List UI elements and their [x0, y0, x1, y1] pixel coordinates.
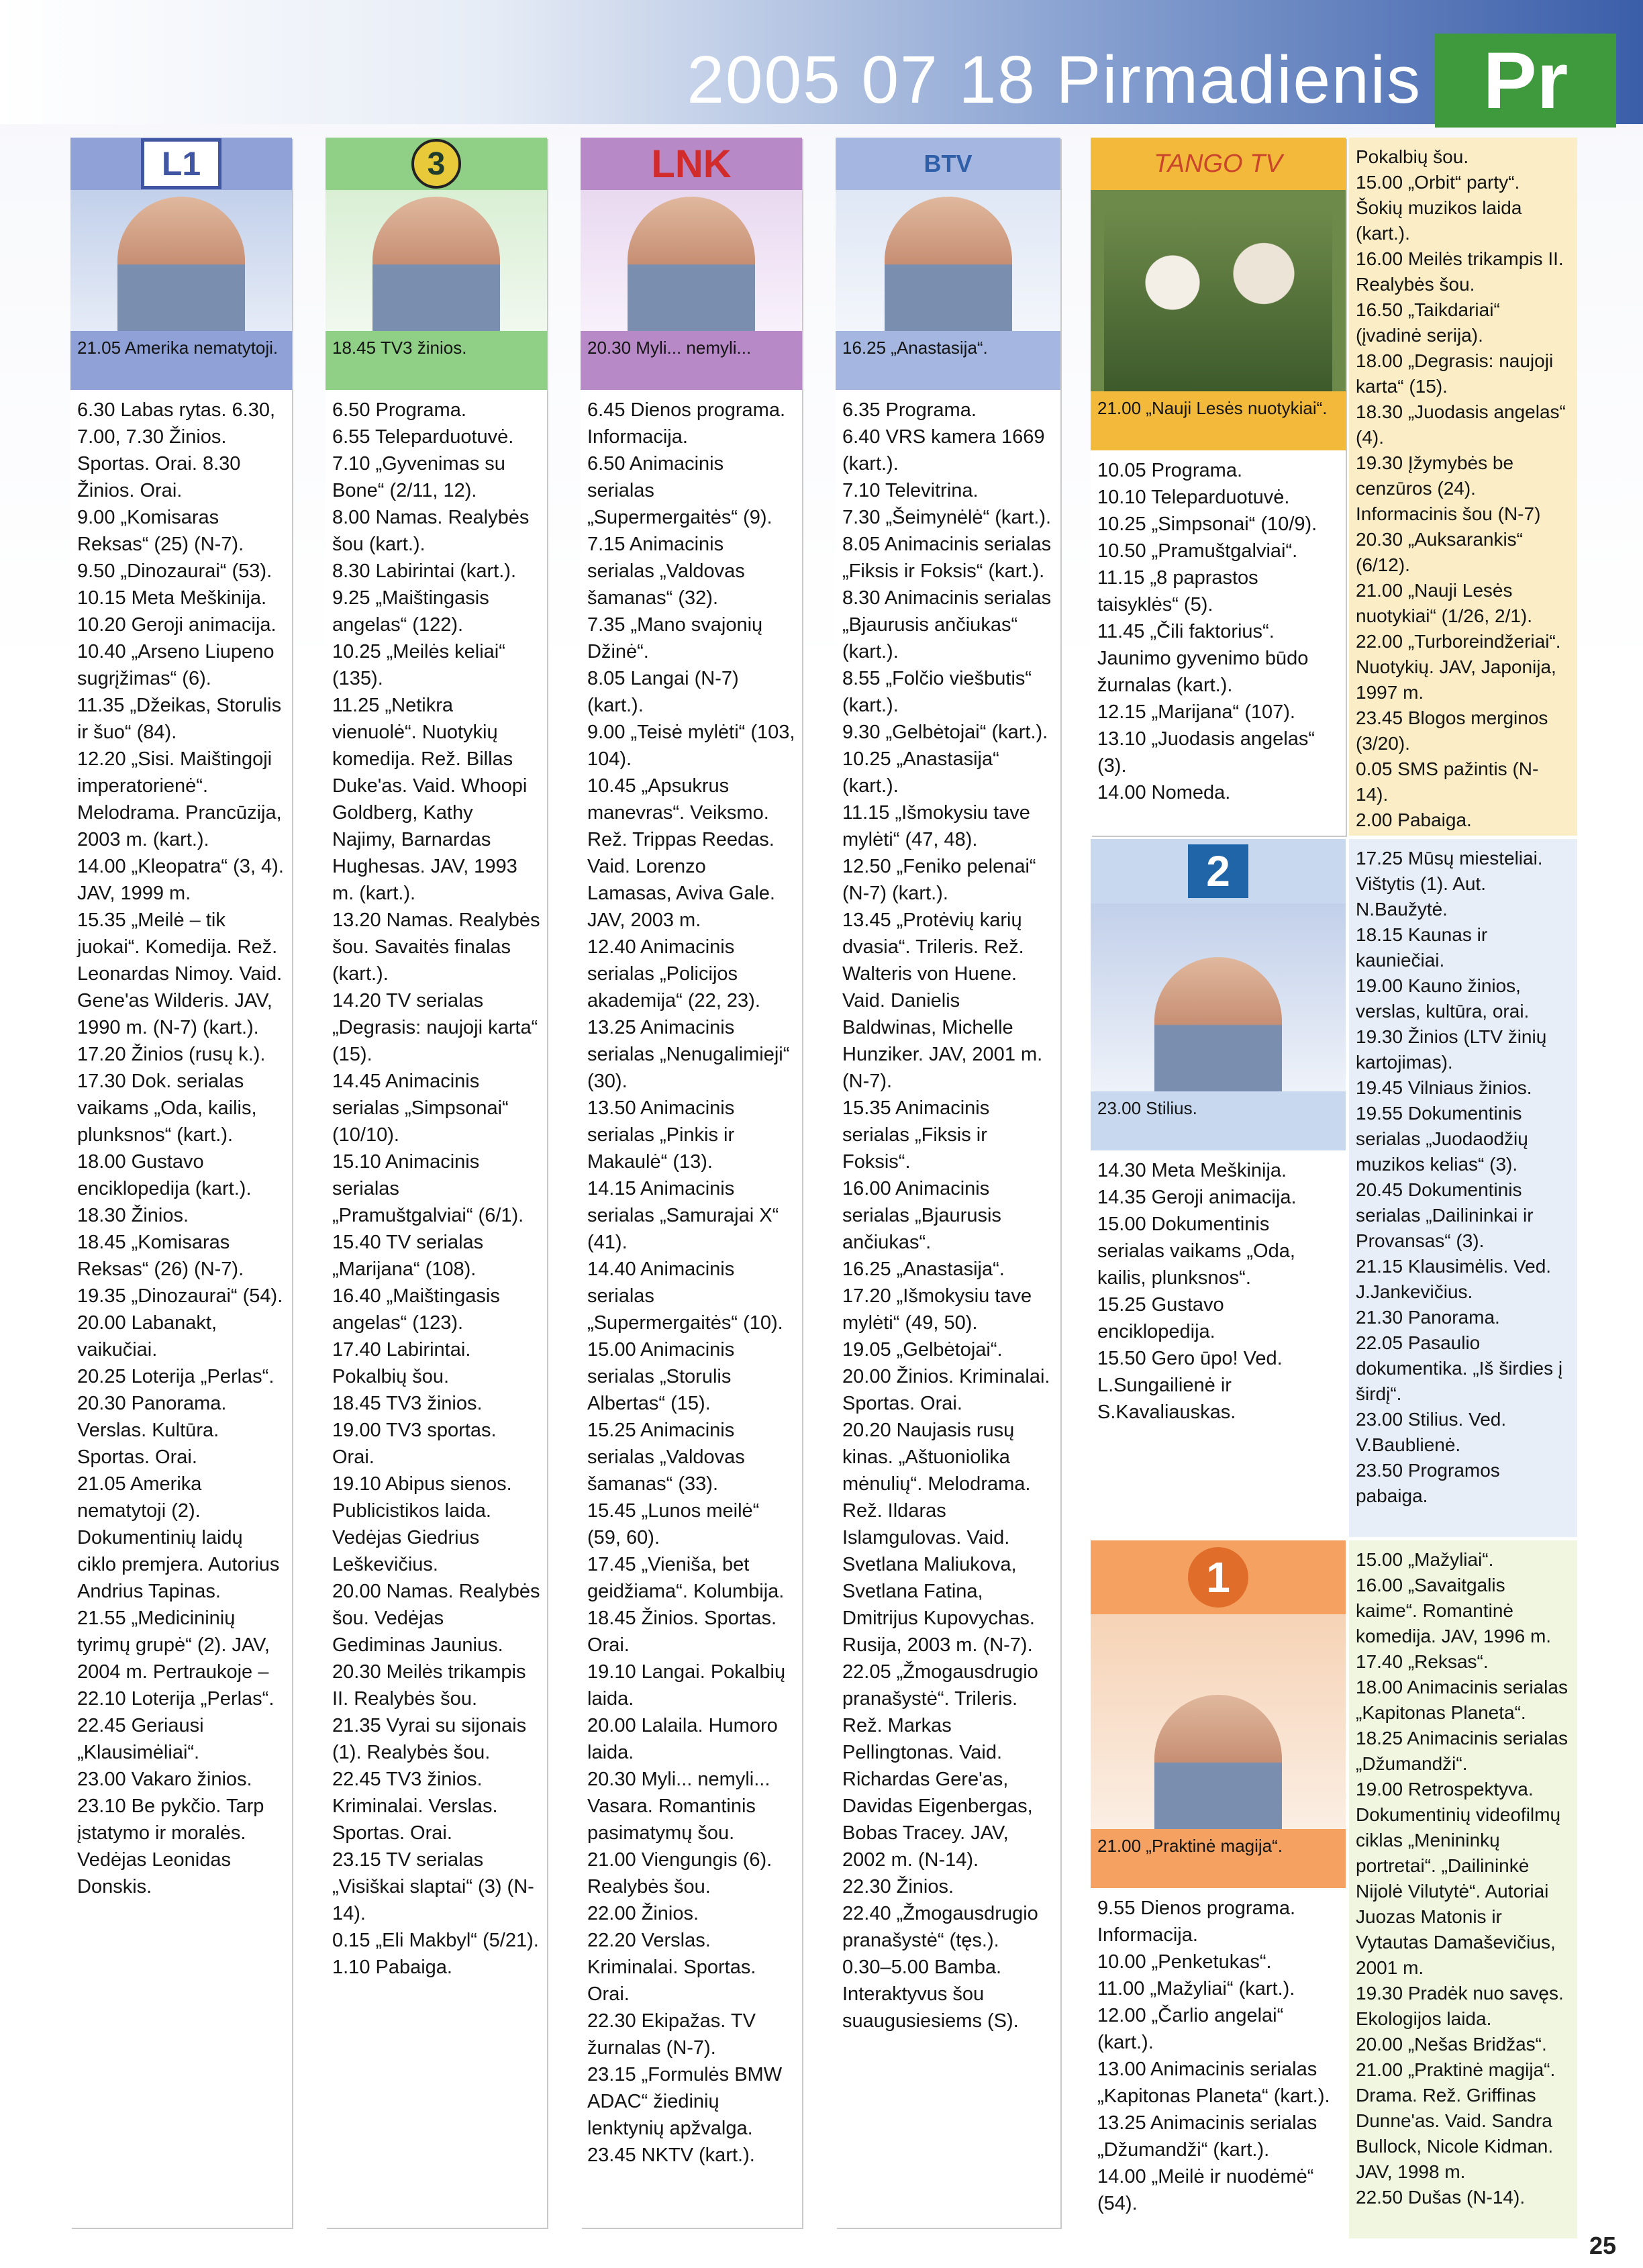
- listing-item: 18.45 „Komisaras Reksas“ (26) (N-7).: [77, 1232, 244, 1280]
- listing-item: 19.00 TV3 sportas. Orai.: [332, 1420, 497, 1468]
- listing-item: 15.35 Animacinis serialas „Fiksis ir Foksis“.: [842, 1097, 990, 1173]
- listing-item: 23.45 NKTV (kart.).: [587, 2144, 755, 2166]
- listing-item: 23.00 Vakaro žinios.: [77, 1769, 252, 1790]
- channel-column-ltv: [70, 138, 292, 2228]
- channel-column-tv3: [326, 138, 547, 2228]
- listing-item: 22.00 „Turboreindžeriai“. Nuotykių. JAV, Japonija, 1997 m.: [1356, 631, 1561, 703]
- listing-item: 13.00 Animacinis serialas „Kapitonas Planeta“ (kart.).: [1097, 2059, 1330, 2107]
- listing-item: 21.55 „Medicininių tyrimų grupė“ (2). JAV, 2004 m. Pertraukoje – 22.10 Loterija „Perlas“.: [77, 1608, 275, 1710]
- channel-logo-bar: [1091, 839, 1346, 903]
- listing-item: 10.40 „Arseno Liupeno sugrįžimas“ (6).: [77, 641, 275, 689]
- listing-item: 11.35 „Džeikas, Storulis ir šuo“ (84).: [77, 695, 282, 743]
- listing-item: 13.45 „Protėvių karių dvasia“. Trileris. Rež. Walteris von Huene. Vaid. Danielis Baldwinas, Michelle Hunziker. JAV, 2001 m. (N-7).: [842, 909, 1043, 1092]
- person-image: [117, 197, 245, 331]
- highlight-strip: 21.05 Amerika nematytoji.: [70, 331, 292, 390]
- person-image: [628, 197, 755, 331]
- highlight-strip: 21.00 „Praktinė magija“.: [1091, 1829, 1346, 1888]
- listing-item: 6.45 Dienos programa. Informacija.: [587, 399, 785, 448]
- listing-item: 2.00 Pabaiga.: [1356, 809, 1472, 830]
- lrt1-logo: 1: [1188, 1547, 1248, 1608]
- listing-item: 11.25 „Netikra vienuolė“. Nuotykių komedija. Rež. Billas Duke'as. Vaid. Whoopi Goldberg, Kathy Najimy, Barnardas Hughesas. JAV, 1993 m. (kart.).: [332, 695, 528, 904]
- listing-item: 7.30 „Šeimynėlė“ (kart.).: [842, 507, 1052, 528]
- channel-logo-bar: [581, 138, 802, 190]
- channel-logo-bar: [836, 138, 1060, 190]
- listing-item: 17.20 „Išmokysiu tave mylėti“ (49, 50).: [842, 1285, 1032, 1334]
- listing-item: 9.30 „Gelbėtojai“ (kart.).: [842, 722, 1048, 743]
- listing-item: 12.50 „Feniko pelenai“ (N-7) (kart.).: [842, 856, 1036, 904]
- listing-item: 21.30 Panorama.: [1356, 1307, 1500, 1328]
- person-image: [1154, 957, 1282, 1091]
- listing-item: 7.15 Animacinis serialas „Valdovas šamanas“ (32).: [587, 534, 745, 609]
- listing-item: 15.00 Dokumentinis serialas vaikams „Oda, kailis, plunksnos“.: [1097, 1214, 1295, 1289]
- highlight-strip: 23.00 Stilius.: [1091, 1091, 1346, 1150]
- listing-item: 22.00 Žinios.: [587, 1903, 699, 1924]
- listing-item: 14.00 Nomeda.: [1097, 782, 1231, 803]
- listing-item: 11.15 „Išmokysiu tave mylėti“ (47, 48).: [842, 802, 1030, 850]
- listing-item: 8.05 Animacinis serialas „Fiksis ir Foksis“ (kart.).: [842, 534, 1052, 582]
- tv3-logo: 3: [411, 139, 461, 189]
- channel-logo-bar: [1091, 1540, 1346, 1614]
- listing-item: 20.20 Naujasis rusų kinas. „Aštuoniolika mėnulių“. Melodrama. Rež. Ildaras Islamgulovas. Vaid. Svetlana Maliukova, Svetlana Fatina, Dmitrijus Kupovychas. Rusija, 2003 m. (N-7).: [842, 1420, 1035, 1656]
- listing-item: 16.50 „Taikdariai“ (įvadinė serija).: [1356, 299, 1500, 346]
- listing-item: 0.05 SMS pažintis (N-14).: [1356, 758, 1539, 805]
- listing-item: 16.00 Meilės trikampis II. Realybės šou.: [1356, 248, 1564, 295]
- program-listing: [581, 390, 802, 2169]
- listing-item: 0.15 „Eli Makbyl“ (5/21).: [332, 1930, 539, 1951]
- program-listing: [326, 390, 547, 1981]
- listing-item: 6.55 Teleparduotuvė.: [332, 426, 514, 448]
- program-listing: [1091, 1150, 1346, 1426]
- listing-item: 23.45 Blogos merginos (3/20).: [1356, 707, 1548, 754]
- listing-item: 14.15 Animacinis serialas „Samurajai X“ (41).: [587, 1178, 779, 1253]
- listing-item: 10.25 „Meilės keliai“ (135).: [332, 641, 505, 689]
- program-listing: [70, 390, 292, 1900]
- listing-item: 14.35 Geroji animacija.: [1097, 1187, 1297, 1208]
- listing-item: 21.05 Amerika nematytoji (2). Dokumentinių laidų ciklo premjera. Autorius Andrius Tapinas.: [77, 1473, 280, 1602]
- listing-item: 10.00 „Penketukas“.: [1097, 1951, 1272, 1973]
- listing-item: 22.05 „Žmogausdrugio pranašystė“. Trileris. Rež. Markas Pellingtonas. Vaid. Richardas Gere'as, Davidas Eigenbergas, Bobas Tracey. JAV, 2002 m. (N-14).: [842, 1661, 1038, 1871]
- listing-item: 20.30 Myli... nemyli... Vasara. Romantinis pasimatymų šou.: [587, 1769, 770, 1844]
- channel-column-lrt1: [1091, 1540, 1346, 2238]
- listing-item: 14.30 Meta Meškinija.: [1097, 1160, 1287, 1181]
- listing-item: 19.30 Įžymybės be cenzūros (24). Informacinis šou (N-7): [1356, 452, 1541, 524]
- ltv-logo: L1: [141, 138, 221, 189]
- lrt2-logo: 2: [1188, 844, 1248, 898]
- listing-item: 12.00 „Čarlio angelai“ (kart.).: [1097, 2005, 1284, 2053]
- listing-item: 10.25 „Simpsonai“ (10/9).: [1097, 513, 1317, 535]
- listing-item: 17.25 Mūsų miesteliai. Vištytis (1). Aut. N.Baužytė.: [1356, 848, 1543, 920]
- listing-item: 23.15 TV serialas „Visiškai slaptai“ (3) (N-14).: [332, 1849, 534, 1924]
- listing-item: 17.20 Žinios (rusų k.).: [77, 1044, 266, 1065]
- lrt1-continuation: [1349, 1540, 1577, 2238]
- listing-item: 16.40 „Maištingasis angelas“ (123).: [332, 1285, 500, 1334]
- listing-item: 12.15 „Marijana“ (107).: [1097, 701, 1295, 723]
- listing-item: 18.15 Kaunas ir kauniečiai.: [1356, 924, 1488, 971]
- listing-item: 23.50 Programos pabaiga.: [1356, 1460, 1500, 1506]
- listing-item: 15.40 TV serialas „Marijana“ (108).: [332, 1232, 484, 1280]
- listing-item: 23.10 Be pykčio. Tarp įstatymo ir moralės. Vedėjas Leonidas Donskis.: [77, 1795, 264, 1897]
- page-number: 25: [1589, 2232, 1616, 2259]
- listing-item: 15.25 Animacinis serialas „Valdovas šamanas“ (33).: [587, 1420, 745, 1495]
- program-listing: [836, 390, 1060, 2034]
- listing-item: 10.15 Meta Meškinija.: [77, 587, 267, 609]
- listing-item: 8.30 Labirintai (kart.).: [332, 560, 517, 582]
- listing-item: 20.00 Namas. Realybės šou. Vedėjas Gediminas Jaunius.: [332, 1581, 540, 1656]
- listing-item: 8.30 Animacinis serialas „Bjaurusis ančiukas“ (kart.).: [842, 587, 1052, 662]
- listing-item: 22.45 Geriausi „Klausimėliai“.: [77, 1715, 204, 1763]
- listing-item: 13.25 Animacinis serialas „Džumandži“ (kart.).: [1097, 2112, 1317, 2161]
- listing-item: 0.30–5.00 Bamba. Interaktyvus šou suaugusiesiems (S).: [842, 1957, 1019, 2032]
- lnk-logo: LNK: [651, 142, 732, 186]
- listing-item: 22.30 Ekipažas. TV žurnalas (N-7).: [587, 2010, 756, 2059]
- listing-item: 10.10 Teleparduotuvė.: [1097, 487, 1290, 508]
- listing-item: 17.45 „Vieniša, bet geidžiama“. Kolumbija.: [587, 1554, 785, 1602]
- listing-item: 9.00 „Komisaras Reksas“ (25) (N-7).: [77, 507, 244, 555]
- listing-item: 11.45 „Čili faktorius“. Jaunimo gyvenimo būdo žurnalas (kart.).: [1097, 621, 1309, 696]
- highlight-strip: 20.30 Myli... nemyli...: [581, 331, 802, 390]
- host-photo: [1091, 1614, 1346, 1829]
- host-photo: [836, 190, 1060, 331]
- listing-item: 14.00 „Kleopatra“ (3, 4). JAV, 1999 m.: [77, 856, 284, 904]
- listing-item: Pokalbių šou.: [1356, 146, 1469, 167]
- listing-item: 17.40 „Reksas“.: [1356, 1651, 1489, 1672]
- listing-item: 7.10 „Gyvenimas su Bone“ (2/11, 12).: [332, 453, 505, 501]
- program-listing: [1091, 450, 1346, 806]
- listing-item: 9.55 Dienos programa. Informacija.: [1097, 1897, 1295, 1946]
- listing-item: 9.25 „Maištingasis angelas“ (122).: [332, 587, 489, 636]
- listing-item: 18.00 „Degrasis: naujoji karta“ (15).: [1356, 350, 1554, 397]
- listing-item: 15.00 „Orbit“ party“. Šokių muzikos laida (kart.).: [1356, 172, 1522, 244]
- listing-item: 22.20 Verslas. Kriminalai. Sportas. Orai.: [587, 1930, 756, 2005]
- listing-item: 18.25 Animacinis serialas „Džumandži“.: [1356, 1728, 1568, 1774]
- listing-item: 6.50 Programa.: [332, 399, 466, 421]
- listing-item: 21.00 „Praktinė magija“. Drama. Rež. Griffinas Dunne'as. Vaid. Sandra Bullock, Nicole Kidman. JAV, 1998 m.: [1356, 2059, 1556, 2182]
- listing-item: 20.30 Panorama. Verslas. Kultūra. Sportas. Orai.: [77, 1393, 227, 1468]
- listing-item: 15.45 „Lunos meilė“ (59, 60).: [587, 1500, 760, 1548]
- listing-item: 21.00 „Nauji Lesės nuotykiai“ (1/26, 2/1).: [1356, 580, 1533, 626]
- listing-item: 13.25 Animacinis serialas „Nenugalimieji“ (30).: [587, 1017, 790, 1092]
- highlight-strip: 21.00 „Nauji Lesės nuotykiai“.: [1091, 391, 1346, 450]
- date-title: 2005 07 18 Pirmadienis: [687, 42, 1422, 117]
- listing-item: 20.30 „Auksarankis“ (6/12).: [1356, 529, 1524, 575]
- listing-item: 8.00 Namas. Realybės šou (kart.).: [332, 507, 530, 555]
- btv-logo: BTV: [924, 150, 973, 177]
- day-badge: Pr: [1435, 34, 1616, 128]
- listing-item: 19.00 Kauno žinios, verslas, kultūra, orai.: [1356, 975, 1530, 1022]
- listing-item: 22.05 Pasaulio dokumentika. „Iš širdies į širdį“.: [1356, 1332, 1563, 1404]
- listing-item: 19.30 Pradėk nuo savęs. Ekologijos laida.: [1356, 1983, 1564, 2029]
- listing-item: 17.30 Dok. serialas vaikams „Oda, kailis, plunksnos“ (kart.).: [77, 1071, 257, 1146]
- listing-item: 9.50 „Dinozaurai“ (53).: [77, 560, 272, 582]
- listing-item: 13.10 „Juodasis angelas“ (3).: [1097, 728, 1315, 777]
- listing-item: 18.00 Gustavo enciklopedija (kart.).: [77, 1151, 252, 1199]
- listing-item: 11.15 „8 paprastos taisyklės“ (5).: [1097, 567, 1258, 615]
- listing-item: 17.40 Labirintai. Pokalbių šou.: [332, 1339, 471, 1387]
- listing-item: 8.05 Langai (N-7) (kart.).: [587, 668, 739, 716]
- listing-item: 18.45 TV3 žinios.: [332, 1393, 483, 1414]
- listing-item: 13.50 Animacinis serialas „Pinkis ir Makaulė“ (13).: [587, 1097, 735, 1173]
- channel-column-tango: [1091, 138, 1346, 836]
- person-image: [372, 197, 500, 331]
- listing-item: 15.00 Animacinis serialas „Storulis Albertas“ (15).: [587, 1339, 735, 1414]
- listing-item: 18.00 Animacinis serialas „Kapitonas Planeta“.: [1356, 1677, 1568, 1723]
- listing-item: 11.00 „Mažyliai“ (kart.).: [1097, 1978, 1295, 2000]
- listing-item: 1.10 Pabaiga.: [332, 1957, 452, 1978]
- listing-item: 14.00 „Meilė ir nuodėmė“ (54).: [1097, 2166, 1314, 2214]
- listing-item: 20.00 „Nešas Bridžas“.: [1356, 2034, 1547, 2055]
- listing-item: 8.55 „Folčio viešbutis“ (kart.).: [842, 668, 1032, 716]
- listing-item: 22.50 Dušas (N-14).: [1356, 2187, 1526, 2208]
- listing-item: 20.00 Žinios. Kriminalai. Sportas. Orai.: [842, 1366, 1050, 1414]
- listing-item: 12.20 „Sisi. Maištingoji imperatorienė“. Melodrama. Prancūzija, 2003 m. (kart.).: [77, 748, 282, 850]
- listing-item: 19.30 Žinios (LTV žinių kartojimas).: [1356, 1026, 1547, 1073]
- listing-item: 19.35 „Dinozaurai“ (54).: [77, 1285, 283, 1307]
- channel-column-lrt2: [1091, 839, 1346, 1537]
- channel-column-btv: [836, 138, 1060, 2228]
- listing-item: 19.10 Langai. Pokalbių laida.: [587, 1661, 786, 1710]
- listing-item: 10.50 „Pramuštgalviai“.: [1097, 540, 1298, 562]
- tango-continuation: [1349, 138, 1577, 836]
- listing-item: 18.30 Žinios.: [77, 1205, 189, 1226]
- person-image: [885, 197, 1012, 331]
- listing-item: 10.25 „Anastasija“ (kart.).: [842, 748, 999, 797]
- listing-item: 20.30 Meilės trikampis II. Realybės šou.: [332, 1661, 526, 1710]
- listing-item: 18.30 „Juodasis angelas“ (4).: [1356, 401, 1566, 448]
- person-image: [1154, 1695, 1282, 1829]
- highlight-strip: 18.45 TV3 žinios.: [326, 331, 547, 390]
- listing-item: 10.05 Programa.: [1097, 460, 1243, 481]
- listing-item: 15.00 „Mažyliai“.: [1356, 1549, 1494, 1570]
- listing-item: 21.35 Vyrai su sijonais (1). Realybės šou.: [332, 1715, 527, 1763]
- listing-item: 6.40 VRS kamera 1669 (kart.).: [842, 426, 1045, 475]
- listing-item: 7.10 Televitrina.: [842, 480, 979, 501]
- listing-item: 14.20 TV serialas „Degrasis: naujoji karta“ (15).: [332, 990, 538, 1065]
- listing-item: 14.45 Animacinis serialas „Simpsonai“ (10/10).: [332, 1071, 509, 1146]
- host-photo: [326, 190, 547, 331]
- channel-logo-bar: [326, 138, 547, 190]
- listing-item: 15.35 „Meilė – tik juokai“. Komedija. Rež. Leonardas Nimoy. Vaid. Gene'as Wilderis. JAV, 1990 m. (N-7) (kart.).: [77, 909, 283, 1038]
- host-photo: [70, 190, 292, 331]
- listing-item: 6.30 Labas rytas. 6.30, 7.00, 7.30 Žinios. Sportas. Orai. 8.30 Žinios. Orai.: [77, 399, 276, 501]
- listing-item: 13.20 Namas. Realybės šou. Savaitės finalas (kart.).: [332, 909, 540, 985]
- host-photo: [581, 190, 802, 331]
- highlight-strip: 16.25 „Anastasija“.: [836, 331, 1060, 390]
- listing-item: 15.25 Gustavo enciklopedija.: [1097, 1294, 1224, 1342]
- listing-item: 21.00 Viengungis (6). Realybės šou.: [587, 1849, 773, 1897]
- channel-column-lnk: [581, 138, 802, 2228]
- listing-item: 6.35 Programa.: [842, 399, 977, 421]
- listing-item: 16.00 Animacinis serialas „Bjaurusis ančiukas“.: [842, 1178, 1001, 1253]
- listing-item: 22.30 Žinios.: [842, 1876, 954, 1897]
- host-photo: [1091, 903, 1346, 1091]
- channel-logo-bar: [1091, 138, 1346, 190]
- program-listing: [1091, 1888, 1346, 2217]
- listing-item: 12.40 Animacinis serialas „Policijos akademija“ (22, 23).: [587, 936, 760, 1012]
- listing-item: 7.35 „Mano svajonių Džinė“.: [587, 614, 763, 662]
- listing-item: 22.45 TV3 žinios. Kriminalai. Verslas. Sportas. Orai.: [332, 1769, 498, 1844]
- header-band: [0, 0, 1643, 124]
- listing-item: 20.25 Loterija „Perlas“.: [77, 1366, 275, 1387]
- listing-item: 20.00 Lalaila. Humoro laida.: [587, 1715, 778, 1763]
- listing-item: 19.00 Retrospektyva. Dokumentinių videofilmų ciklas „Menininkų portretai“. „Dailininkė Nijolė Vilutytė“. Autoriai Juozas Matonis ir Vytautas Damaševičius, 2001 m.: [1356, 1779, 1561, 1978]
- listing-item: 22.40 „Žmogausdrugio pranašystė“ (tęs.).: [842, 1903, 1038, 1951]
- listing-item: 10.20 Geroji animacija.: [77, 614, 277, 636]
- listing-item: 20.45 Dokumentinis serialas „Dailininkai ir Provansas“ (3).: [1356, 1179, 1534, 1251]
- listing-item: 19.10 Abipus sienos. Publicistikos laida. Vedėjas Giedrius Leškevičius.: [332, 1473, 512, 1575]
- listing-item: 21.15 Klausimėlis. Ved. J.Jankevičius.: [1356, 1256, 1552, 1302]
- listing-item: 14.40 Animacinis serialas „Supermergaitės“ (10).: [587, 1259, 783, 1334]
- tango-logo: TANGO TV: [1154, 149, 1283, 178]
- listing-item: 19.45 Vilniaus žinios.: [1356, 1077, 1532, 1098]
- listing-item: 10.45 „Apsukrus manevras“. Veiksmo. Rež. Trippas Reedas. Vaid. Lorenzo Lamasas, Aviva Gale. JAV, 2003 m.: [587, 775, 775, 931]
- listing-item: 15.10 Animacinis serialas „Pramuštgalviai“ (6/1).: [332, 1151, 524, 1226]
- listing-item: 16.00 „Savaitgalis kaime“. Romantinė komedija. JAV, 1996 m.: [1356, 1575, 1552, 1646]
- sheep-photo: [1091, 190, 1346, 391]
- channel-logo-bar: [70, 138, 292, 190]
- lrt2-continuation: [1349, 839, 1577, 1537]
- listing-item: 20.00 Labanakt, vaikučiai.: [77, 1312, 217, 1361]
- sheep-image: [1104, 210, 1332, 391]
- listing-item: 18.45 Žinios. Sportas. Orai.: [587, 1608, 777, 1656]
- listing-item: 9.00 „Teisė mylėti“ (103, 104).: [587, 722, 795, 770]
- listing-item: 15.50 Gero ūpo! Ved. L.Sungailienė ir S.Kavaliauskas.: [1097, 1348, 1283, 1423]
- listing-item: 23.15 „Formulės BMW ADAC“ žiedinių lenktynių apžvalga.: [587, 2064, 783, 2139]
- listing-item: 23.00 Stilius. Ved. V.Baublienė.: [1356, 1409, 1507, 1455]
- listing-item: 19.55 Dokumentinis serialas „Juodaodžių muzikos kelias“ (3).: [1356, 1103, 1528, 1175]
- listing-item: 6.50 Animacinis serialas „Supermergaitės“ (9).: [587, 453, 773, 528]
- listing-item: 19.05 „Gelbėtojai“.: [842, 1339, 1003, 1361]
- listing-item: 16.25 „Anastasija“.: [842, 1259, 1005, 1280]
